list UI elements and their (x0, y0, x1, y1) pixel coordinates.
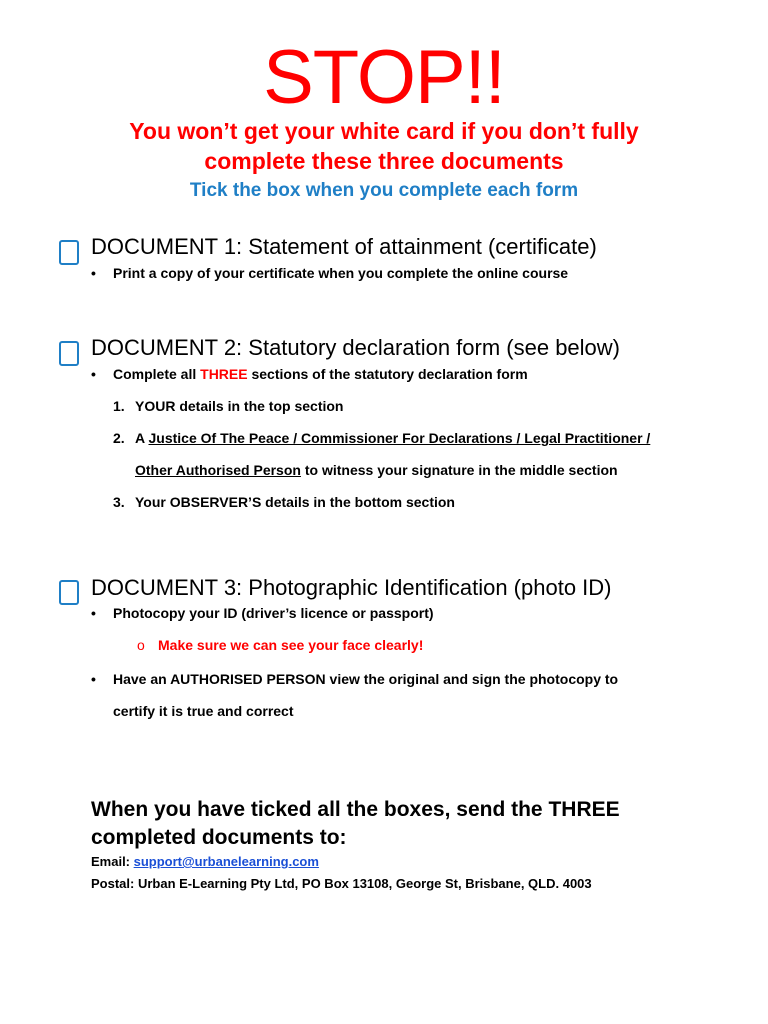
sub-bullet-marker: o (137, 637, 145, 653)
step-number: 1. (113, 398, 125, 414)
bullet-marker: • (91, 265, 96, 281)
bullet-text: Have an AUTHORISED PERSON view the original and sign the photocopy to (113, 671, 619, 687)
warning-message (0, 116, 768, 176)
postal-address: Postal: Urban E-Learning Pty Ltd, PO Box 13108, George St, Brisbane, QLD. 4003 (91, 876, 592, 891)
email-row (91, 852, 319, 871)
document-2-checkbox[interactable] (59, 341, 79, 366)
stop-title: STOP!! (263, 35, 505, 120)
email-label: Email: (91, 854, 134, 869)
closing-instructions (91, 796, 620, 852)
closing-line-1: When you have ticked all the boxes, send the THREE (91, 798, 620, 821)
tick-instruction: Tick the box when you complete each form (189, 180, 579, 201)
step-text: YOUR details in the top section (135, 398, 344, 414)
document-1-bullet (91, 263, 568, 283)
document-3-bullet-2-continued: certify it is true and correct (113, 703, 294, 719)
bullet-emphasis-three: THREE (200, 366, 248, 382)
warning-line-1: You won’t get your white card if you don’t fully (129, 118, 639, 144)
sub-bullet-text: Make sure we can see your face clearly! (158, 637, 424, 653)
step-number: 2. (113, 430, 125, 446)
step-text: Your OBSERVER’S details in the bottom section (135, 494, 455, 510)
document-3-bullet-2 (91, 669, 618, 689)
document-3-bullet-1 (91, 603, 434, 623)
warning-line-2: complete these three documents (204, 148, 564, 174)
document-3-heading: DOCUMENT 3: Photographic Identification (photo ID) (91, 575, 612, 600)
document-2-step-2 (113, 428, 650, 448)
document-1-checkbox[interactable] (59, 240, 79, 265)
document-3-checkbox[interactable] (59, 580, 79, 605)
other-authorised-person: Other Authorised Person (135, 462, 301, 478)
email-link[interactable]: support@urbanelearning.com (133, 854, 319, 869)
document-3-sub-bullet (137, 635, 423, 655)
bullet-marker: • (91, 605, 96, 621)
bullet-marker: • (91, 671, 96, 687)
document-2-heading: DOCUMENT 2: Statutory declaration form (see below) (91, 335, 620, 360)
bullet-text: Print a copy of your certificate when you complete the online course (113, 265, 569, 281)
step-suffix: to witness your signature in the middle section (300, 462, 618, 478)
document-2-step-3 (113, 492, 455, 512)
bullet-text: Photocopy your ID (driver’s licence or passport) (113, 605, 434, 621)
document-2-step-1 (113, 396, 343, 416)
document-2-bullet (91, 364, 528, 384)
step-prefix: A (135, 430, 149, 446)
bullet-text-before: Complete all (113, 366, 201, 382)
document-2-step-2-continued (135, 460, 618, 480)
bullet-text-after: sections of the statutory declaration form (247, 366, 528, 382)
closing-line-2: completed documents to: (91, 826, 347, 849)
document-1-heading: DOCUMENT 1: Statement of attainment (certificate) (91, 234, 597, 259)
bullet-marker: • (91, 366, 96, 382)
authorised-witness-list: Justice Of The Peace / Commissioner For Declarations / Legal Practitioner / (148, 430, 651, 446)
step-number: 3. (113, 494, 125, 510)
